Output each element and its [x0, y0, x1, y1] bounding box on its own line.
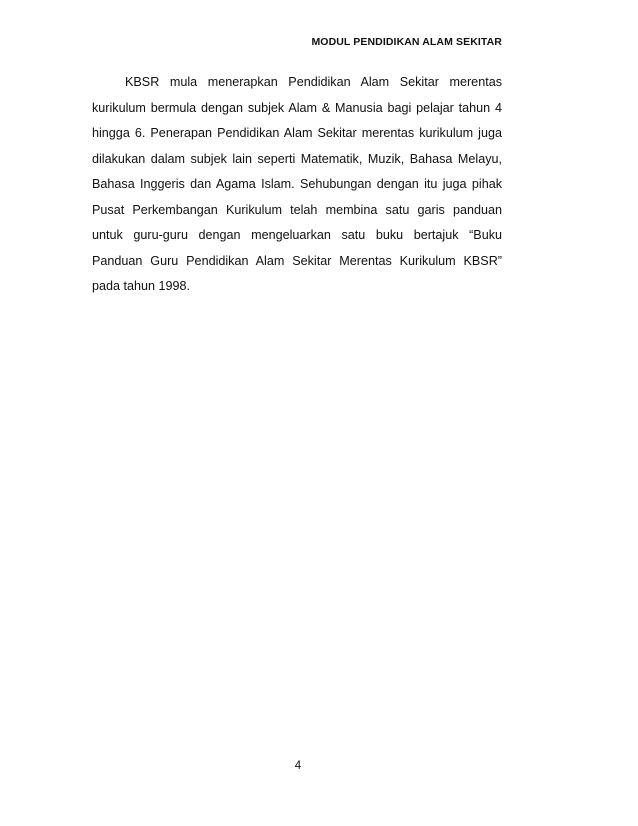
- body-paragraph: KBSR mula menerapkan Pendidikan Alam Sekitar merentas kurikulum bermula dengan subjek Alam & Manusia bagi pelajar tahun 4 hingga 6. Penerapan Pendidikan Alam Sekitar merentas kurikulum juga dilakukan dalam subjek lain seperti Matematik, Muzik, Bahasa Melayu, Bahasa Inggeris dan Agama Islam. Sehubungan dengan itu juga pihak Pusat Perkembangan Kurikulum telah membina satu garis panduan untuk guru-guru dengan mengeluarkan satu buku bertajuk “Buku Panduan Guru Pendidikan Alam Sekitar Merentas Kurikulum KBSR” pada tahun 1998.: [92, 75, 502, 293]
- body-text: [92, 70, 502, 300]
- running-header-title: MODUL PENDIDIKAN ALAM SEKITAR: [311, 36, 502, 48]
- page-number: 4: [294, 760, 302, 772]
